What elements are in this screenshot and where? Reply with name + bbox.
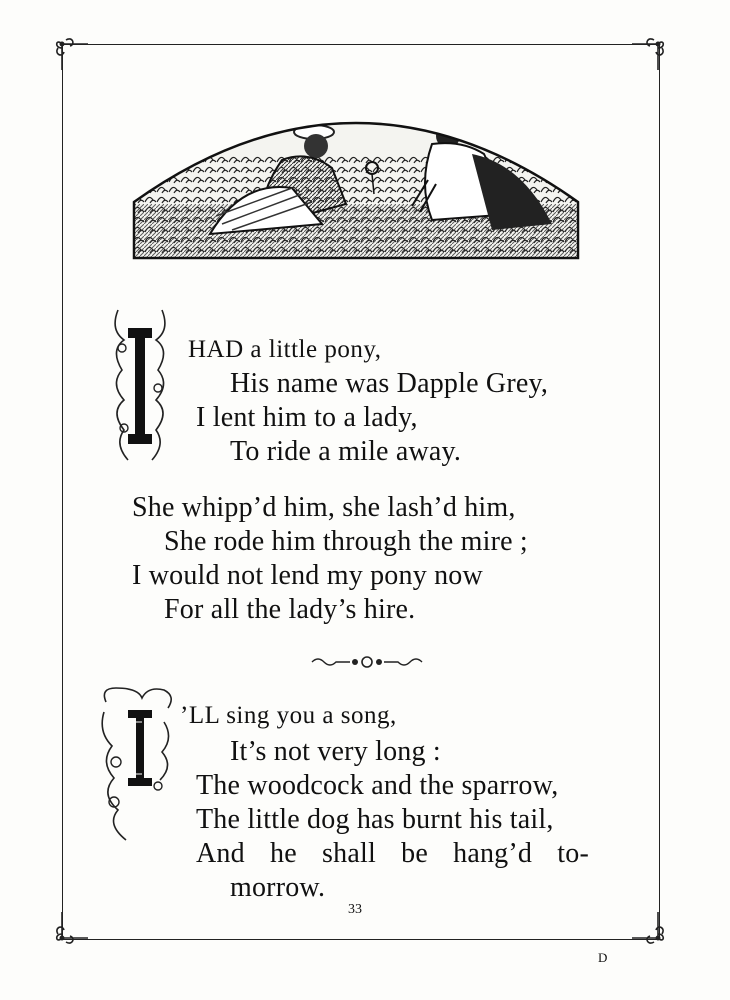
poem-one-line: To ride a mile away.	[230, 436, 462, 467]
poem-two-line: It’s not very long :	[230, 736, 441, 767]
poem-two-line: ’LL sing you a song,	[180, 702, 397, 729]
page-number: 33	[348, 902, 362, 917]
poem-two-line: The woodcock and the sparrow,	[196, 770, 559, 801]
children-in-garden-illustration	[132, 84, 580, 260]
corner-flourish-icon	[52, 34, 92, 74]
poem-two-line: And he shall be hang’d to-	[196, 838, 590, 869]
poem-one-line: I lent him to a lady,	[196, 402, 418, 433]
poem-one-line: His name was Dapple Grey,	[230, 368, 549, 399]
corner-flourish-icon	[628, 908, 668, 948]
ornamental-divider-icon	[310, 652, 424, 672]
corner-flourish-icon	[628, 34, 668, 74]
poem-one-line: HAD a little pony,	[188, 336, 382, 363]
poem-one-line: She rode him through the mire ;	[164, 526, 528, 557]
poem-one-line: For all the lady’s hire.	[164, 594, 416, 625]
poem-one-line: I would not lend my pony now	[132, 560, 483, 591]
signature-mark: D	[598, 950, 608, 965]
decorated-initial-i	[98, 682, 178, 846]
poem-one-line: She whipp’d him, she lash’d him,	[132, 492, 516, 523]
poem-two-line: The little dog has burnt his tail,	[196, 804, 554, 835]
corner-flourish-icon	[52, 908, 92, 948]
poem-two-line: morrow.	[230, 872, 326, 903]
decorated-initial-i	[108, 300, 172, 470]
